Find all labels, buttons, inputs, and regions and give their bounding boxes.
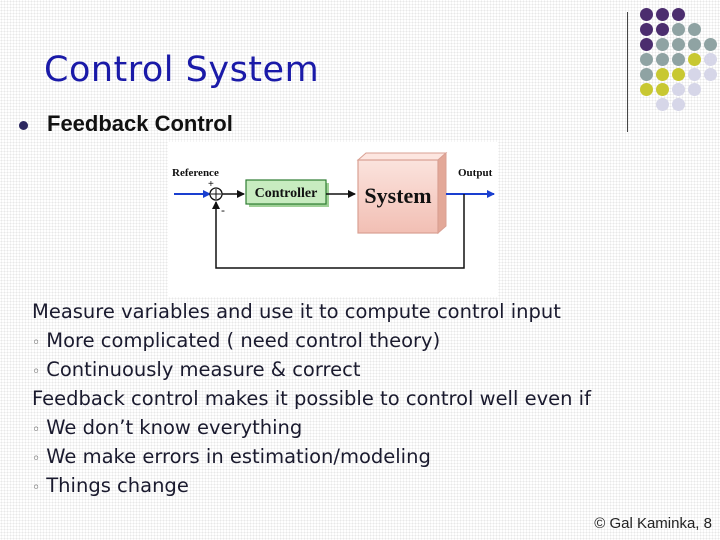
dot <box>704 68 717 81</box>
reference-label: Reference <box>172 167 219 179</box>
minus-sign: - <box>221 203 225 217</box>
dot <box>704 38 717 51</box>
dot <box>672 23 685 36</box>
dot <box>688 23 701 36</box>
sub-bullet-marker: ◦ <box>32 451 41 467</box>
sub-bullet-line <box>32 413 702 442</box>
dot <box>640 8 653 21</box>
body-line-text: Continuously measure & correct <box>46 358 361 381</box>
dot <box>656 23 669 36</box>
dot <box>672 8 685 21</box>
dot <box>640 38 653 51</box>
sub-bullet-marker: ◦ <box>32 335 41 351</box>
dot <box>672 98 685 111</box>
sub-bullet-line <box>32 326 702 355</box>
title-divider <box>627 12 628 132</box>
body-line-text: We don’t know everything <box>46 416 303 439</box>
body-line-text: Measure variables and use it to compute control input <box>32 300 561 323</box>
dot <box>656 83 669 96</box>
system-block-top <box>358 153 446 160</box>
sub-bullet-line <box>32 442 702 471</box>
dot <box>672 53 685 66</box>
dot <box>656 8 669 21</box>
system-label: System <box>364 183 432 208</box>
block-diagram-svg <box>168 142 498 297</box>
body-line <box>32 384 702 413</box>
sub-bullet-line <box>32 471 702 500</box>
output-label: Output <box>458 167 493 179</box>
footer-credit: © Gal Kaminka, 8 <box>594 515 712 532</box>
dot <box>640 68 653 81</box>
body-line-text: Things change <box>46 474 189 497</box>
feedback-control-diagram <box>168 142 498 297</box>
body-line-text: Feedback control makes it possible to control well even if <box>32 387 591 410</box>
dot <box>672 68 685 81</box>
dot <box>688 38 701 51</box>
dot <box>640 83 653 96</box>
system-block-side <box>438 153 446 233</box>
dot <box>640 23 653 36</box>
body-line-text: More complicated ( need control theory) <box>46 329 441 352</box>
body-text <box>32 297 702 500</box>
controller-label: Controller <box>254 186 318 201</box>
sub-bullet-marker: ◦ <box>32 480 41 496</box>
dot <box>688 83 701 96</box>
body-line-text: We make errors in estimation/modeling <box>46 445 431 468</box>
dot <box>672 83 685 96</box>
body-line <box>32 297 702 326</box>
sub-bullet-marker: ◦ <box>32 364 41 380</box>
dot <box>640 53 653 66</box>
dot <box>672 38 685 51</box>
sub-bullet-line <box>32 355 702 384</box>
dot <box>688 68 701 81</box>
dot <box>656 38 669 51</box>
plus-sign: + <box>208 179 214 190</box>
section-heading: Feedback Control <box>47 111 233 136</box>
dot <box>656 68 669 81</box>
dot <box>656 98 669 111</box>
dot <box>656 53 669 66</box>
sub-bullet-marker: ◦ <box>32 422 41 438</box>
dot <box>688 53 701 66</box>
bullet-icon <box>19 121 28 130</box>
slide-title: Control System <box>44 50 320 90</box>
dot <box>704 53 717 66</box>
